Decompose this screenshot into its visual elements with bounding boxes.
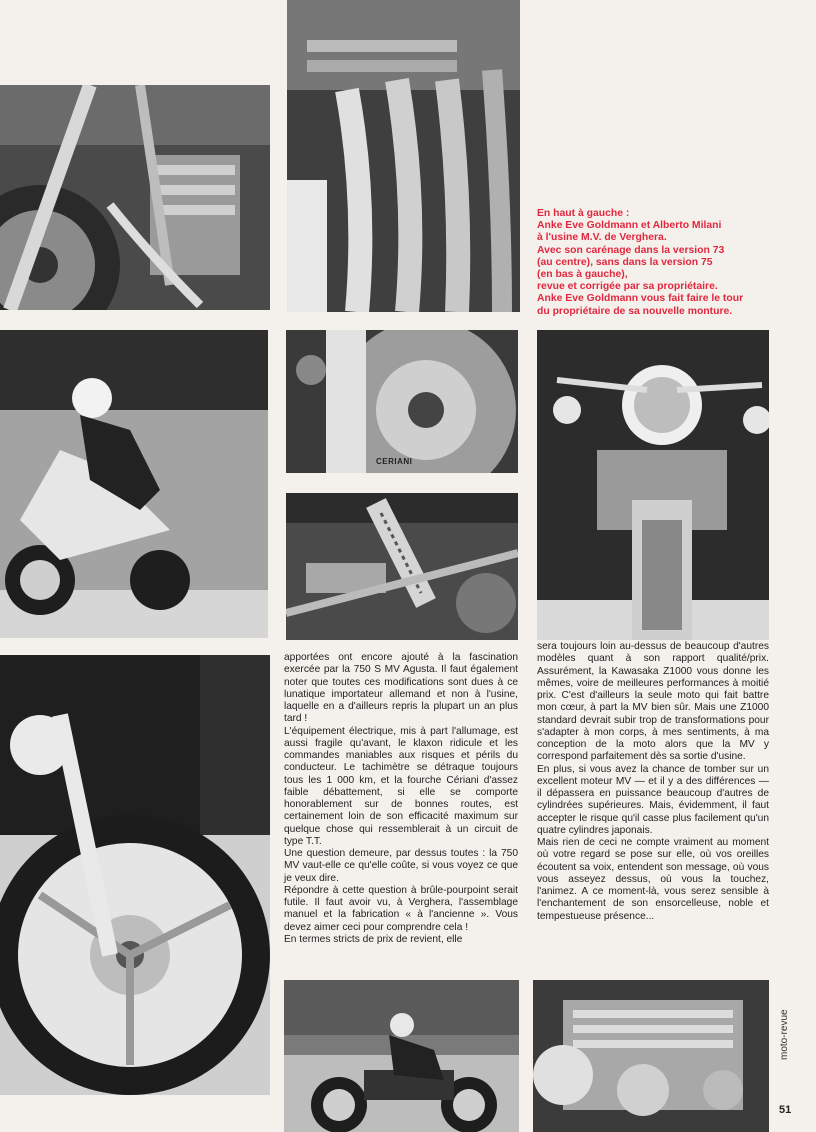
paragraph: Répondre à cette question à brûle-pourpoint serait futile. Il faut avoir vu, à Verghera, l'assemblage manuel et la fabrication « à l'ancienne ». Vous devez aimer ceci pour comprendre cela ! [284, 884, 518, 933]
caption-line: revue et corrigée par sa propriétaire. [537, 281, 718, 293]
caption-line: Anke Eve Goldmann vous fait faire le tour [537, 293, 744, 305]
caption-line: En haut à gauche : [537, 208, 630, 219]
photo-rider-naked-bike [284, 980, 519, 1132]
photo-engine-frame [0, 85, 270, 310]
photo-front-brake [286, 330, 518, 473]
paragraph: Une question demeure, par dessus toutes : la 750 MV vaut-elle ce qu'elle coûte, si vous voyez ce que je veux dire. [284, 848, 518, 884]
article-column-1 [284, 652, 518, 946]
paragraph: sera toujours loin au-dessus de beaucoup d'autres modèles quant à son rapport qualité/prix. Assurément, la Kawasaka Z1000 vous donne les mêmes, voire de meilleures performances à moitié prix. C'est d'ailleurs la seule moto qui fait battre mon cœur, à part la MV bien sûr. Mais une Z1000 standard devrait subir trop de transformations pour s'adapter à mon corps, à mes sentiments, à ma conception de la moto alors que la MV y correspond parfaitement dès sa sortie d'usine. [537, 641, 769, 763]
fork-brand-label: CERIANI [376, 457, 413, 466]
photo-rider-faired-bike [0, 330, 268, 638]
photo-front-wheel [0, 655, 270, 1095]
caption-line: (au centre), sans dans la version 75 [537, 256, 713, 268]
magazine-name: moto-revue [779, 1009, 790, 1060]
photo-exhaust-pipes [287, 0, 520, 312]
photo-headlight-front [537, 330, 769, 640]
paragraph: apportées ont encore ajouté à la fascination exercée par la 750 S MV Agusta. Il faut également noter que toutes ces modifications sont dues à ce lunatique importateur allemand et non à l'usine, laquelle en a d'ailleurs repris la plupart un an plus tard ! [284, 652, 518, 725]
caption-line: Avec son carénage dans la version 73 [537, 244, 725, 256]
article-column-2 [537, 641, 769, 923]
photo-rear-suspension [286, 493, 518, 640]
paragraph: Mais rien de ceci ne compte vraiment au moment où votre regard se pose sur elle, où vos oreilles écoutent sa voix, entendent son message, où vous vous asseyez dessus, où vous la touchez, l'animez. A ce moment-là, vous serez sensible à l'enchantement de son ensorcelleuse, noble et tempestueuse présence... [537, 837, 769, 922]
caption-line: à l'usine M.V. de Verghera. [537, 232, 667, 244]
photo-caption [537, 208, 787, 318]
page-number: 51 [779, 1104, 792, 1116]
paragraph: En termes stricts de prix de revient, elle [284, 933, 463, 945]
photo-engine-detail [533, 980, 769, 1132]
paragraph: En plus, si vous avez la chance de tomber sur un excellent moteur MV — et il y a des différences — il dépassera en puissance beaucoup d'autres de cylindrées supérieures. Mais, évidemment, il faut accepter le risque qu'il casse plus facilement qu'un quatre cylindres japonais. [537, 763, 769, 836]
caption-line: du propriétaire de sa nouvelle monture. [537, 305, 733, 317]
caption-line: (en bas à gauche), [537, 269, 628, 281]
caption-line: Anke Eve Goldmann et Alberto Milani [537, 220, 722, 232]
paragraph: L'équipement électrique, mis à part l'allumage, est aussi fragile qu'avant, le klaxon ridicule et les commandes maniables aux risques et périls du conducteur. Le tachimètre se détraque toujours tous les 1 000 km, et la fourche Cériani d'assez faible débattement, si elle se comporte honorablement sur de bonnes routes, est certainement loin de son efficacité maximum sur quelque chose qui ressemblerait à un circuit de type T.T. [284, 725, 518, 847]
